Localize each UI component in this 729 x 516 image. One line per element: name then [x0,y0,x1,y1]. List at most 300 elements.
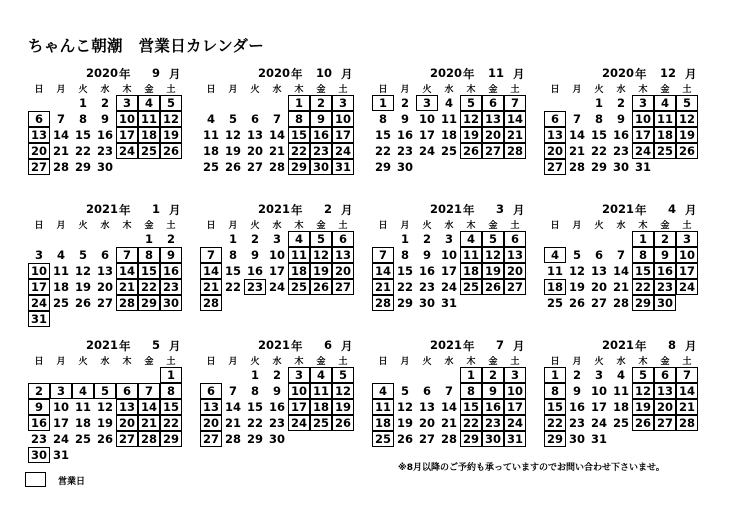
month-number: 7 [495,338,504,352]
day-cell-open: 15 [544,399,566,415]
day-cell: 13 [246,128,263,142]
weekday-label: 土 [166,221,176,231]
day-cell-open: 29 [160,431,182,447]
day-cell: 25 [612,416,629,430]
day-cell-open: 10 [288,383,310,399]
day-cell: 16 [268,400,285,414]
month-label: 月 [685,67,697,81]
year-label: 年 [119,339,131,353]
legend-open-box [25,472,46,487]
day-cell: 5 [400,384,409,398]
day-cell: 23 [396,144,413,158]
day-cell: 17 [418,128,435,142]
day-cell: 7 [616,248,625,262]
day-cell: 2 [166,232,175,246]
day-cell: 14 [224,400,241,414]
day-cell-open: 8 [160,383,182,399]
day-cell: 1 [228,232,237,246]
day-cell-open: 1 [632,231,654,247]
day-cell: 10 [52,400,69,414]
weekday-label: 日 [34,357,44,367]
day-cell-open: 4 [310,367,332,383]
weekday-label: 日 [550,85,560,95]
day-cell: 3 [444,232,453,246]
day-cell-open: 15 [460,399,482,415]
day-cell: 1 [78,96,87,110]
weekday-label: 金 [316,221,326,231]
day-cell-open: 1 [460,367,482,383]
weekday-label: 月 [400,85,410,95]
weekday-label: 金 [488,85,498,95]
day-cell-open: 20 [544,143,566,159]
weekday-label: 金 [660,221,670,231]
day-cell-open: 15 [288,127,310,143]
day-cell-open: 13 [332,247,354,263]
day-cell: 18 [612,400,629,414]
month-header [258,202,358,216]
day-cell-open: 8 [138,247,160,263]
day-cell-open: 12 [482,247,504,263]
day-cell-open: 14 [504,111,526,127]
weekday-label: 木 [466,357,476,367]
day-cell-open: 4 [460,231,482,247]
day-cell: 12 [396,400,413,414]
day-cell-open: 6 [504,231,526,247]
day-cell: 21 [440,416,457,430]
day-cell: 24 [268,280,285,294]
weekday-label: 金 [316,85,326,95]
month-number: 3 [495,202,504,216]
day-cell: 9 [616,112,625,126]
day-cell-open: 17 [504,399,526,415]
day-cell-open: 3 [332,95,354,111]
weekday-label: 水 [616,357,626,367]
day-cell-open: 9 [28,399,50,415]
weekday-label: 月 [56,85,66,95]
day-cell-open: 28 [372,295,394,311]
weekday-label: 土 [682,85,692,95]
month-header [430,66,530,80]
day-cell-open: 26 [310,279,332,295]
day-cell-open: 2 [310,95,332,111]
day-cell-open: 19 [676,127,698,143]
day-cell: 28 [52,160,69,174]
day-cell: 19 [96,416,113,430]
day-cell-open: 6 [28,111,50,127]
day-cell: 30 [418,296,435,310]
weekday-label: 金 [488,357,498,367]
weekday-label: 水 [444,85,454,95]
weekday-label: 水 [616,221,626,231]
weekday-label: 月 [572,85,582,95]
day-cell: 22 [224,280,241,294]
day-cell-open: 24 [116,143,138,159]
month-header [86,338,186,352]
month-label: 月 [341,203,353,217]
day-cell: 19 [568,280,585,294]
day-cell: 2 [616,96,625,110]
day-cell-open: 3 [288,367,310,383]
day-cell-open: 4 [138,95,160,111]
day-cell: 31 [634,160,651,174]
month-year: 2020 [602,66,635,80]
day-cell-open: 4 [372,383,394,399]
weekday-label: 水 [272,85,282,95]
weekday-label: 火 [250,85,260,95]
day-cell-open: 20 [332,263,354,279]
day-cell: 10 [268,248,285,262]
day-cell-open: 16 [482,399,504,415]
weekday-label: 火 [250,221,260,231]
day-cell-open: 3 [50,383,72,399]
year-label: 年 [291,203,303,217]
weekday-label: 土 [166,85,176,95]
day-cell-open: 10 [504,383,526,399]
day-cell: 2 [250,232,259,246]
day-cell: 3 [34,248,43,262]
month-header [430,202,530,216]
day-cell: 28 [612,296,629,310]
day-cell-open: 10 [116,111,138,127]
day-cell-open: 18 [372,415,394,431]
day-cell: 25 [74,432,91,446]
day-cell-open: 27 [544,159,566,175]
year-label: 年 [119,203,131,217]
weekday-label: 日 [378,221,388,231]
day-cell-open: 27 [28,159,50,175]
day-cell: 1 [144,232,153,246]
day-cell-open: 2 [28,383,50,399]
legend-label: 営業日 [58,477,86,487]
day-cell-open: 23 [482,415,504,431]
year-label: 年 [635,67,647,81]
day-cell-open: 15 [632,263,654,279]
day-cell: 22 [590,144,607,158]
weekday-label: 水 [100,221,110,231]
day-cell: 31 [590,432,607,446]
day-cell-open: 28 [676,415,698,431]
day-cell: 20 [590,280,607,294]
day-cell: 2 [400,96,409,110]
day-cell: 6 [422,384,431,398]
weekday-label: 日 [34,221,44,231]
day-cell-open: 22 [138,279,160,295]
weekday-label: 土 [338,221,348,231]
day-cell-open: 7 [676,367,698,383]
day-cell: 2 [272,368,281,382]
day-cell: 14 [52,128,69,142]
day-cell: 24 [590,416,607,430]
month-header [602,338,702,352]
day-cell: 14 [568,128,585,142]
day-cell-open: 21 [504,127,526,143]
footnote: ※8月以降のご予約も承っていますのでお問い合わせ下さいませ。 [398,463,665,473]
weekday-label: 土 [682,357,692,367]
day-cell: 6 [100,248,109,262]
day-cell: 14 [612,264,629,278]
day-cell: 19 [396,416,413,430]
month-year: 2021 [258,338,291,352]
month-number: 1 [151,202,160,216]
day-cell-open: 5 [332,367,354,383]
day-cell-open: 20 [116,415,138,431]
day-cell-open: 18 [544,279,566,295]
day-cell-open: 29 [632,295,654,311]
day-cell-open: 3 [676,231,698,247]
day-cell-open: 19 [332,399,354,415]
month-label: 月 [513,203,525,217]
weekday-label: 金 [660,357,670,367]
day-cell-open: 24 [632,143,654,159]
day-cell-open: 14 [372,263,394,279]
day-cell: 21 [224,416,241,430]
weekday-label: 金 [144,357,154,367]
day-cell: 1 [250,368,259,382]
day-cell-open: 5 [632,367,654,383]
day-cell-open: 10 [676,247,698,263]
day-cell: 30 [612,160,629,174]
day-cell: 4 [56,248,65,262]
day-cell: 17 [440,264,457,278]
day-cell: 18 [440,128,457,142]
day-cell: 9 [400,112,409,126]
weekday-label: 金 [144,85,154,95]
day-cell-open: 8 [632,247,654,263]
weekday-label: 水 [444,221,454,231]
day-cell-open: 6 [200,383,222,399]
day-cell-open: 5 [676,95,698,111]
day-cell-open: 22 [460,415,482,431]
day-cell-open: 13 [28,127,50,143]
month-number: 9 [151,66,160,80]
day-cell: 10 [440,248,457,262]
day-cell-open: 24 [288,415,310,431]
day-cell-open: 2 [654,231,676,247]
day-cell-open: 17 [332,127,354,143]
day-cell-open: 19 [310,263,332,279]
day-cell: 20 [418,416,435,430]
day-cell-open: 24 [504,415,526,431]
day-cell-open: 31 [504,431,526,447]
day-cell-open: 16 [160,263,182,279]
day-cell: 5 [228,112,237,126]
weekday-label: 土 [682,221,692,231]
day-cell-open: 13 [544,127,566,143]
day-cell-open: 14 [138,399,160,415]
day-cell-open: 12 [332,383,354,399]
day-cell: 15 [396,264,413,278]
day-cell: 12 [224,128,241,142]
day-cell-open: 25 [654,143,676,159]
day-cell: 25 [546,296,563,310]
weekday-label: 土 [510,85,520,95]
day-cell-open: 24 [676,279,698,295]
day-cell-open: 11 [372,399,394,415]
day-cell-open: 4 [654,95,676,111]
day-cell: 12 [74,264,91,278]
year-label: 年 [291,67,303,81]
day-cell: 16 [612,128,629,142]
day-cell-open: 16 [654,263,676,279]
day-cell-open: 1 [372,95,394,111]
day-cell-open: 6 [116,383,138,399]
day-cell: 10 [418,112,435,126]
day-cell-open: 27 [504,279,526,295]
day-cell-open: 22 [544,415,566,431]
day-cell-open: 13 [654,383,676,399]
day-cell-open: 22 [632,279,654,295]
weekday-label: 土 [338,85,348,95]
day-cell: 16 [568,400,585,414]
weekday-label: 木 [122,357,132,367]
month-label: 月 [169,339,181,353]
day-cell-open: 21 [116,279,138,295]
day-cell-open: 18 [288,263,310,279]
month-year: 2021 [602,338,635,352]
day-cell: 21 [268,144,285,158]
weekday-label: 木 [122,85,132,95]
day-cell-open: 25 [288,279,310,295]
month-year: 2021 [258,202,291,216]
day-cell: 26 [568,296,585,310]
day-cell-open: 18 [654,127,676,143]
month-year: 2021 [430,202,463,216]
month-header [258,338,358,352]
day-cell: 25 [440,144,457,158]
day-cell-open: 19 [160,127,182,143]
day-cell-open: 1 [288,95,310,111]
weekday-label: 木 [294,221,304,231]
day-cell: 24 [52,432,69,446]
month-label: 月 [685,203,697,217]
weekday-label: 火 [422,357,432,367]
day-cell-open: 19 [482,263,504,279]
day-cell-open: 14 [200,263,222,279]
weekday-label: 木 [466,85,476,95]
day-cell-open: 28 [116,295,138,311]
day-cell: 6 [594,248,603,262]
weekday-label: 火 [594,221,604,231]
weekday-label: 日 [206,221,216,231]
month-year: 2021 [86,202,119,216]
day-cell-open: 25 [138,143,160,159]
day-cell: 18 [74,416,91,430]
day-cell: 13 [96,264,113,278]
weekday-label: 火 [422,85,432,95]
day-cell: 4 [206,112,215,126]
weekday-label: 水 [100,85,110,95]
weekday-label: 土 [166,357,176,367]
weekday-label: 水 [272,221,282,231]
day-cell-open: 29 [288,159,310,175]
weekday-label: 火 [594,85,604,95]
day-cell: 2 [422,232,431,246]
day-cell-open: 31 [28,311,50,327]
year-label: 年 [635,339,647,353]
day-cell-open: 3 [116,95,138,111]
day-cell: 29 [374,160,391,174]
day-cell: 11 [202,128,219,142]
month-label: 月 [341,67,353,81]
day-cell-open: 27 [116,431,138,447]
month-header [86,202,186,216]
day-cell-open: 7 [200,247,222,263]
day-cell-open: 23 [244,279,266,295]
day-cell: 9 [572,384,581,398]
day-cell-open: 14 [676,383,698,399]
day-cell-open: 9 [482,383,504,399]
day-cell-open: 15 [138,263,160,279]
day-cell: 11 [440,112,457,126]
day-cell-open: 19 [460,127,482,143]
weekday-label: 金 [316,357,326,367]
day-cell: 2 [572,368,581,382]
month-number: 12 [659,66,676,80]
month-year: 2021 [86,338,119,352]
day-cell-open: 21 [676,399,698,415]
day-cell-open: 7 [116,247,138,263]
day-cell-open: 20 [28,143,50,159]
weekday-label: 火 [78,85,88,95]
day-cell: 21 [52,144,69,158]
day-cell: 7 [444,384,453,398]
day-cell: 10 [590,384,607,398]
day-cell-open: 23 [310,143,332,159]
day-cell-open: 16 [310,127,332,143]
day-cell-open: 11 [460,247,482,263]
day-cell: 13 [590,264,607,278]
day-cell-open: 30 [310,159,332,175]
day-cell: 23 [268,416,285,430]
day-cell: 27 [418,432,435,446]
day-cell: 21 [568,144,585,158]
month-label: 月 [513,67,525,81]
day-cell-open: 7 [504,95,526,111]
month-number: 11 [487,66,504,80]
day-cell-open: 24 [28,295,50,311]
day-cell: 30 [268,432,285,446]
weekday-label: 日 [378,357,388,367]
weekday-label: 土 [510,221,520,231]
day-cell: 9 [100,112,109,126]
day-cell-open: 28 [200,295,222,311]
weekday-label: 月 [400,357,410,367]
weekday-label: 日 [34,85,44,95]
day-cell-open: 8 [460,383,482,399]
day-cell-open: 5 [310,231,332,247]
weekday-label: 日 [206,357,216,367]
day-cell-open: 10 [332,111,354,127]
day-cell: 7 [272,112,281,126]
weekday-label: 月 [572,221,582,231]
day-cell: 28 [568,160,585,174]
day-cell: 6 [250,112,259,126]
day-cell: 11 [546,264,563,278]
day-cell: 14 [440,400,457,414]
day-cell-open: 4 [288,231,310,247]
day-cell-open: 18 [310,399,332,415]
day-cell: 3 [594,368,603,382]
day-cell-open: 18 [138,127,160,143]
day-cell-open: 13 [482,111,504,127]
day-cell: 29 [396,296,413,310]
day-cell-open: 16 [28,415,50,431]
day-cell: 7 [572,112,581,126]
year-label: 年 [463,67,475,81]
day-cell: 5 [572,248,581,262]
day-cell: 17 [52,416,69,430]
weekday-label: 火 [78,221,88,231]
